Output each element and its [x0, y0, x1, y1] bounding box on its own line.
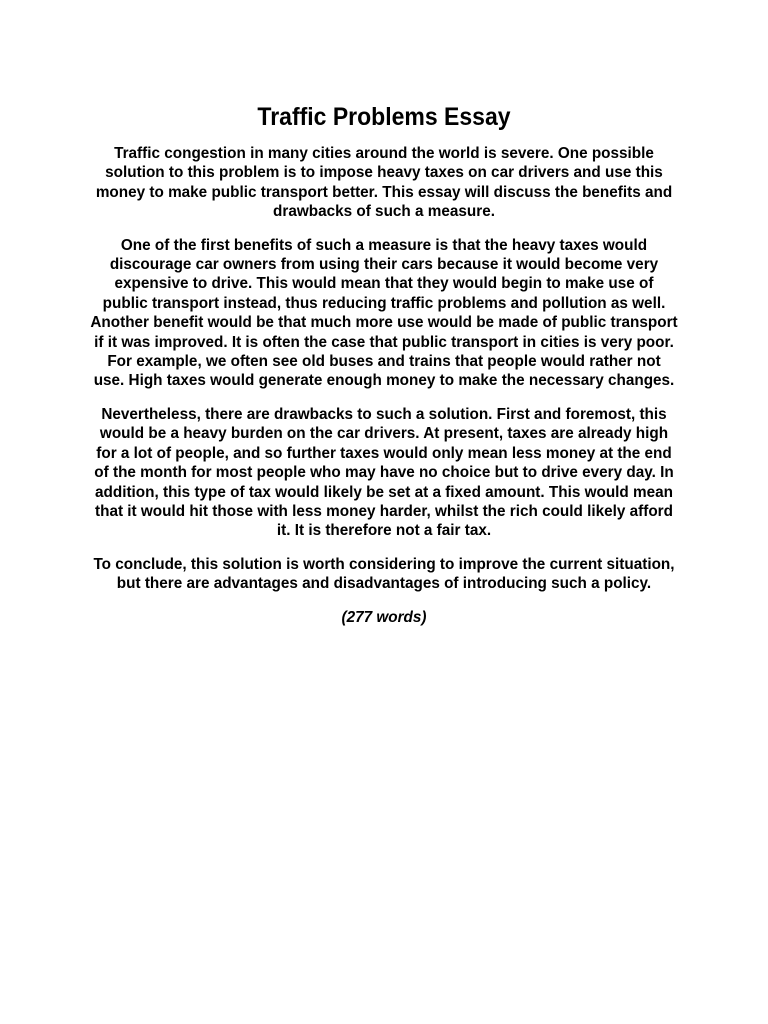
paragraph-drawbacks: Nevertheless, there are drawbacks to such a solution. First and foremost, this would be a heavy burden on the car drivers. At present, taxes are already high for a lot of people, and so further taxes would only mean less money at the end of the month for most people who may have no choice but to drive every day. In addition, this type of tax would likely be set at a fixed amount. This would mean that it would hit those with less money harder, whilst the rich could likely afford it. It is therefore not a fair tax. [94, 405, 674, 540]
essay-body [90, 100, 678, 627]
paragraph-conclusion: To conclude, this solution is worth considering to improve the current situation, but there are advantages and disadvantages of introducing such a policy. [93, 555, 675, 593]
paragraph-introduction: Traffic congestion in many cities around the world is severe. One possible solution to this problem is to impose heavy taxes on car drivers and use this money to make public transport better. This essay will discuss the benefits and drawbacks of such a measure. [95, 145, 673, 221]
essay-title: Traffic Problems Essay [257, 103, 511, 131]
paragraph-benefits: One of the first benefits of such a measure is that the heavy taxes would discourage car owners from using their cars because it would become very expensive to drive. This would mean that they would begin to make use of public transport instead, thus reducing traffic problems and pollution as well. Another benefit would be that much more use would be made of public transport if it was improved. It is often the case that public transport in cities is very poor. For example, we often see old buses and trains that people would rather not use. High taxes would generate enough money to make the necessary changes. [90, 236, 678, 390]
word-count: (277 words) [341, 608, 427, 626]
